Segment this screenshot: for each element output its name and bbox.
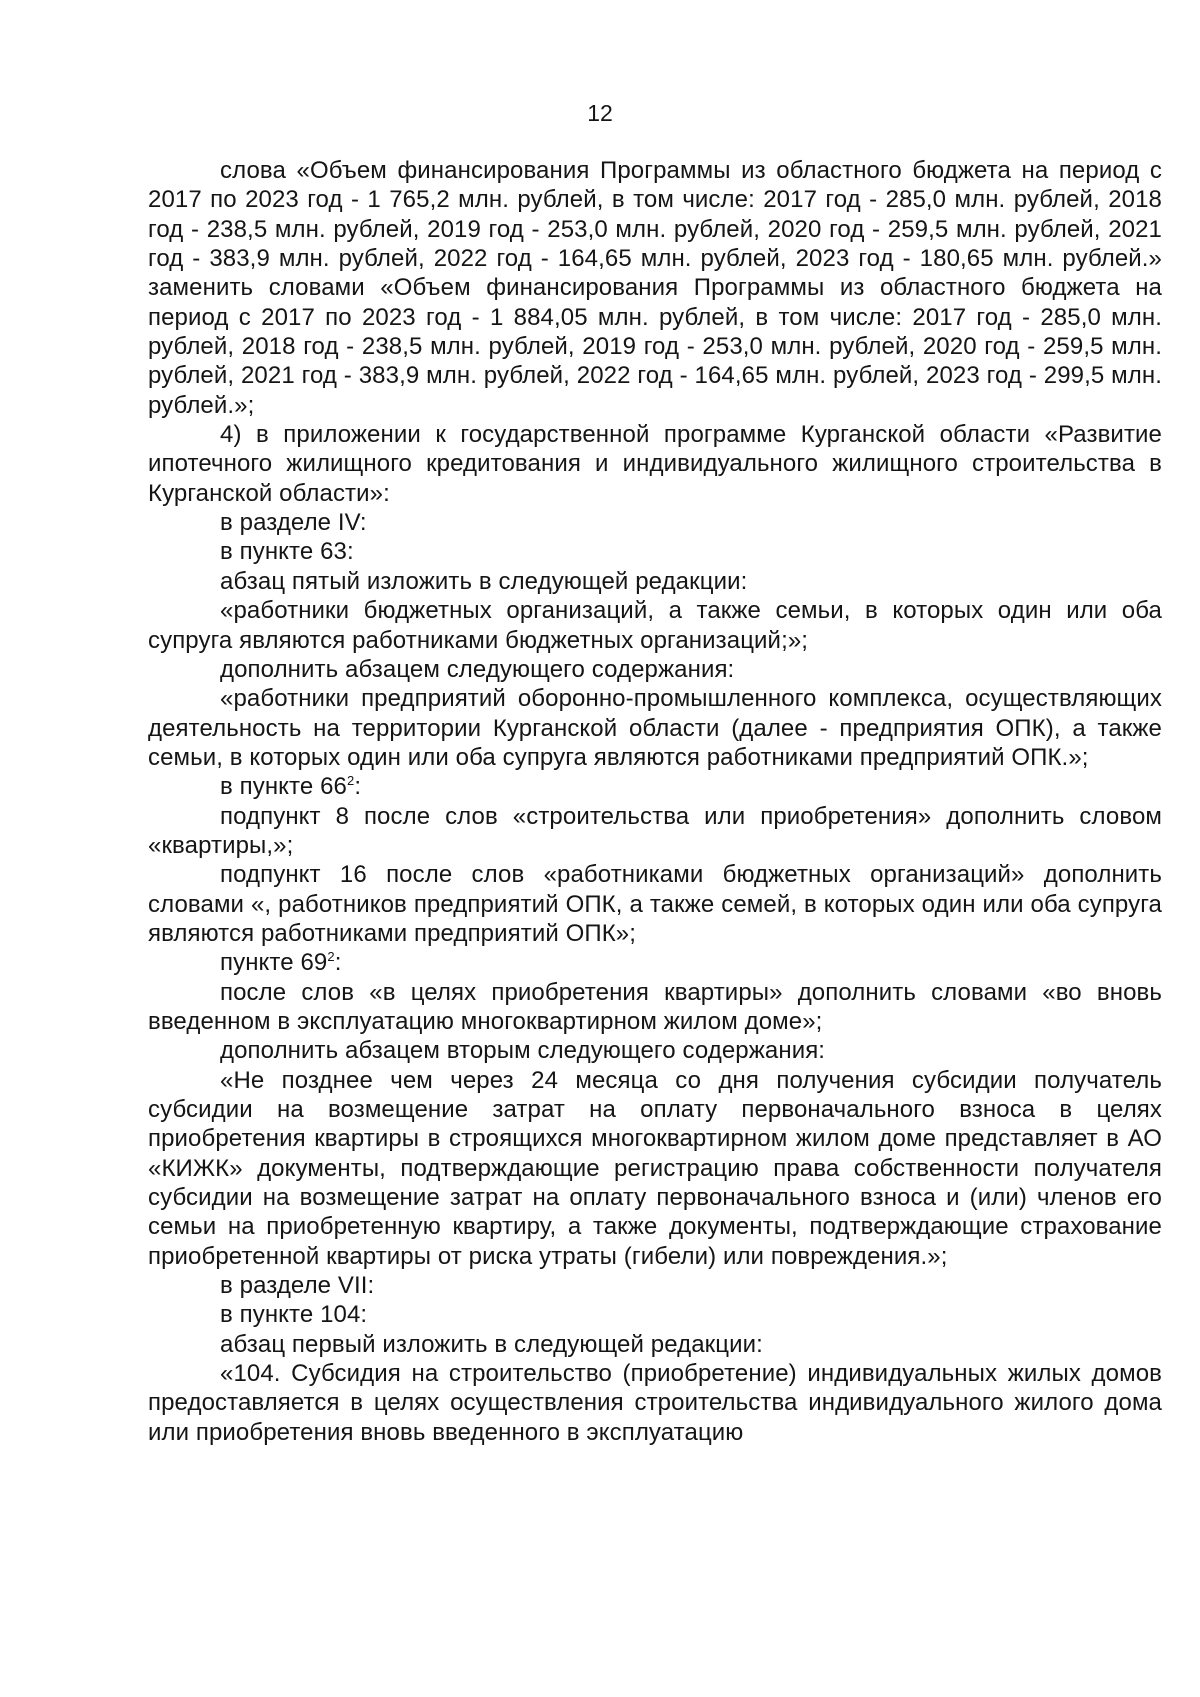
superscript: 2 bbox=[327, 949, 335, 965]
paragraph bbox=[148, 508, 1162, 537]
paragraph bbox=[148, 537, 1162, 566]
paragraph bbox=[148, 860, 1162, 948]
paragraph bbox=[148, 420, 1162, 508]
paragraph-text: дополнить абзацем вторым следующего содержания: bbox=[220, 1037, 826, 1065]
paragraph bbox=[148, 684, 1162, 772]
paragraph-text: пункте 69 bbox=[220, 949, 328, 977]
paragraph bbox=[148, 596, 1162, 655]
paragraph-text: дополнить абзацем следующего содержания: bbox=[220, 655, 735, 683]
paragraph bbox=[148, 772, 1162, 801]
paragraph-text: в разделе IV: bbox=[220, 509, 367, 537]
paragraph-text: абзац пятый изложить в следующей редакции: bbox=[220, 567, 748, 595]
paragraph bbox=[148, 655, 1162, 684]
paragraph bbox=[148, 1330, 1162, 1359]
paragraph bbox=[148, 978, 1162, 1037]
paragraph bbox=[148, 1359, 1162, 1447]
document-body bbox=[148, 156, 1162, 1447]
paragraph bbox=[148, 1300, 1162, 1329]
paragraph-text-suffix: : bbox=[354, 773, 362, 801]
paragraph bbox=[148, 567, 1162, 596]
paragraph-text: «104. Субсидия на строительство (приобретение) индивидуальных жилых домов предоставляется в целях осуществления строительства индивидуального жилого дома или приобретения вновь введенного в эксплуатацию bbox=[148, 1360, 1162, 1446]
paragraph-text: абзац первый изложить в следующей редакции: bbox=[220, 1330, 763, 1358]
paragraph bbox=[148, 1271, 1162, 1300]
paragraph bbox=[148, 948, 1162, 977]
paragraph-text: «работники предприятий оборонно-промышленного комплекса, осуществляющих деятельность на территории Курганской области (далее - предприятия ОПК), а также семьи, в которых один или оба супруга являются работниками предприятий ОПК.»; bbox=[148, 685, 1162, 771]
paragraph-text: «работники бюджетных организаций, а также семьи, в которых один или оба супруга являются работниками бюджетных организаций;»; bbox=[148, 597, 1162, 654]
paragraph-text: «Не позднее чем через 24 месяца со дня получения субсидии получатель субсидии на возмещение затрат на оплату первоначального взноса в целях приобретения квартиры в строящихся многоквартирном жилом доме представляет в АО «КИЖК» документы, подтверждающие регистрацию права собственности получателя субсидии на возмещение затрат на оплату первоначального взноса и (или) членов его семьи на приобретенную квартиру, а также документы, подтверждающие страхование приобретенной квартиры от риска утраты (гибели) или повреждения.»; bbox=[148, 1066, 1162, 1270]
paragraph bbox=[148, 1036, 1162, 1065]
paragraph-text: слова «Объем финансирования Программы из областного бюджета на период с 2017 по 2023 год - 1 765,2 млн. рублей, в том числе: 2017 год - 285,0 млн. рублей, 2018 год - 238,5 млн. рублей, 2019 год - 253,0 млн. рублей, 2020 год - 259,5 млн. рублей, 2021 год - 383,9 млн. рублей, 2022 год - 164,65 млн. рублей, 2023 год - 180,65 млн. рублей.» заменить словами «Объем финансирования Программы из областного бюджета на период с 2017 по 2023 год - 1 884,05 млн. рублей, в том числе: 2017 год - 285,0 млн. рублей, 2018 год - 238,5 млн. рублей, 2019 год - 253,0 млн. рублей, 2020 год - 259,5 млн. рублей, 2021 год - 383,9 млн. рублей, 2022 год - 164,65 млн. рублей, 2023 год - 299,5 млн. рублей.»; bbox=[148, 157, 1162, 419]
paragraph-text: в пункте 66 bbox=[220, 773, 347, 801]
paragraph bbox=[148, 802, 1162, 861]
paragraph-text: в пункте 63: bbox=[220, 538, 354, 566]
paragraph-text: в пункте 104: bbox=[220, 1301, 368, 1329]
paragraph-text: 4) в приложении к государственной программе Курганской области «Развитие ипотечного жилищного кредитования и индивидуального жилищного строительства в Курганской области»: bbox=[148, 421, 1162, 507]
paragraph-text: подпункт 16 после слов «работниками бюджетных организаций» дополнить словами «, работников предприятий ОПК, а также семей, в которых один или оба супруга являются работниками предприятий ОПК»; bbox=[148, 861, 1162, 947]
paragraph-text: после слов «в целях приобретения квартиры» дополнить словами «во вновь введенном в эксплуатацию многоквартирном жилом доме»; bbox=[148, 978, 1162, 1035]
paragraph bbox=[148, 156, 1162, 420]
paragraph-text-suffix: : bbox=[334, 949, 342, 977]
superscript: 2 bbox=[346, 773, 355, 789]
paragraph-text: подпункт 8 после слов «строительства или приобретения» дополнить словом «квартиры,»; bbox=[148, 802, 1162, 859]
paragraph-text: в разделе VII: bbox=[220, 1272, 375, 1300]
page-number: 12 bbox=[587, 100, 613, 126]
paragraph bbox=[148, 1066, 1162, 1271]
